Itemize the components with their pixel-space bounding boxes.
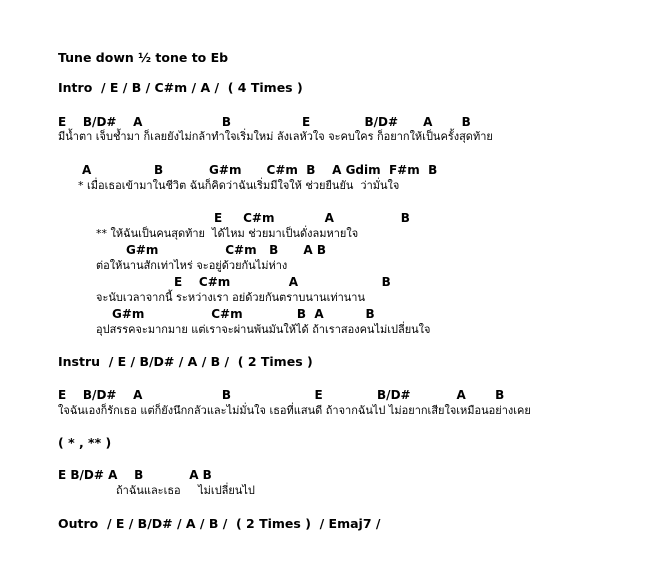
chord-line: E B/D# A B A B [58, 468, 212, 482]
lyric-line: ถ้าฉันและเธอ ไม่เปลี่ยนไป [116, 484, 255, 497]
intro-line: Intro / E / B / C#m / A / ( 4 Times ) [58, 80, 303, 95]
lyric-line: * เมื่อเธอเข้ามาในชีวิต ฉันก็คิดว่าฉันเริ่มมีใจให้ ช่วยยืนยัน ว่ามั่นใจ [78, 179, 400, 192]
lyric-line: ใจฉันเองก็รักเธอ แต่ก็ยังนึกกลัวและไม่มั่นใจ เธอที่แสนดี ถ้าจากฉันไป ไม่อยากเสียใจเหมือนอย่างเคย [58, 404, 531, 417]
chord-line: G#m C#m B A B [112, 307, 375, 321]
tuning-note: Tune down ½ tone to Eb [58, 50, 229, 65]
repeat-marker: ( * , ** ) [58, 435, 112, 450]
chord-line: E C#m A B [214, 211, 410, 225]
chord-line: E B/D# A B E B/D# A B [58, 388, 505, 402]
chord-line: E B/D# A B E B/D# A B [58, 115, 471, 129]
lyric-line: ต่อให้นานสักเท่าไหร่ จะอยู่ด้วยกันไม่ห่าง [96, 259, 288, 272]
outro-line: Outro / E / B/D# / A / B / ( 2 Times ) / Emaj7 / [58, 516, 381, 531]
instrumental-line: Instru / E / B/D# / A / B / ( 2 Times ) [58, 354, 313, 369]
chord-line: A B G#m C#m B A Gdim F#m B [82, 163, 438, 177]
lyric-line: จะนับเวลาจากนี้ ระหว่างเรา อย่ด้วยกันตราบนานเท่านาน [96, 291, 365, 304]
lyric-line: มีน้ำตา เจ็บช้ำมา ก็เลยยังไม่กล้าทำใจเริ่มใหม่ ลังเลหัวใจ จะคบใคร ก็อยากให้เป็นครั้งสุดท้าย [58, 130, 493, 143]
lyric-line: อุปสรรคจะมากมาย แต่เราจะผ่านพ้นมันให้ได้ ถ้าเราสองคนไม่เปลี่ยนใจ [96, 323, 431, 336]
lyric-line: ** ให้ฉันเป็นคนสุดท้าย ได้ไหม ช่วยมาเป็นดั่งลมหายใจ [96, 227, 359, 240]
chord-line: G#m C#m B A B [126, 243, 326, 257]
chord-line: E C#m A B [174, 275, 391, 289]
